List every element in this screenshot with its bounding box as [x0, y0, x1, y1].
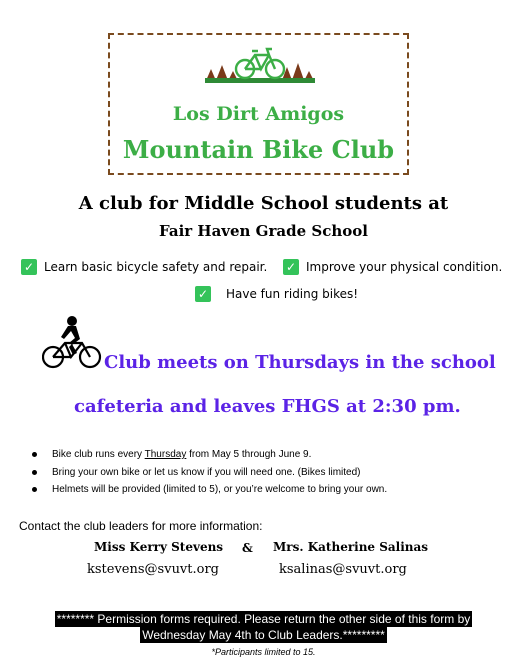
permission-notice-line2 — [0, 628, 527, 642]
list-item: Bring your own bike or let us know if you will need one. (Bikes limited) — [30, 464, 500, 482]
leader-email[interactable]: ksalinas@svuvt.org — [279, 562, 407, 577]
list-item: Helmets will be provided (limited to 5), or you’re welcome to bring your own. — [30, 481, 500, 499]
list-item — [30, 446, 500, 464]
meeting-line1: Club meets on Thursdays in the school — [104, 352, 496, 373]
club-name-line2: Mountain Bike Club — [122, 135, 395, 164]
checkmark-icon: ✓ — [21, 259, 37, 275]
detail-text: from May 5 through June 9. — [186, 449, 312, 460]
cyclist-icon — [42, 315, 102, 371]
club-name-line1: Los Dirt Amigos — [172, 103, 345, 125]
notice-text: ******** Permission forms required. Please return the other side of this form by — [56, 612, 471, 626]
permission-notice-line1 — [0, 612, 527, 626]
leader-email[interactable]: kstevens@svuvt.org — [87, 562, 219, 577]
detail-day: Thursday — [144, 449, 187, 460]
notice-text: Wednesday May 4th to Club Leaders.********* — [142, 628, 385, 642]
goal-text: Improve your physical condition. — [306, 260, 503, 274]
checkmark-icon: ✓ — [195, 286, 211, 302]
leader-name: Mrs. Katherine Salinas — [273, 540, 429, 554]
details-list — [30, 446, 500, 499]
goal-text: Learn basic bicycle safety and repair. — [44, 260, 268, 274]
goal-text: Have fun riding bikes! — [226, 287, 359, 301]
contact-intro: Contact the club leaders for more information: — [19, 519, 263, 533]
goal-item — [195, 286, 358, 302]
leader-separator: & — [242, 541, 253, 555]
goal-item — [283, 259, 502, 275]
leader-name: Miss Kerry Stevens — [94, 540, 224, 554]
audience-heading: A club for Middle School students at — [78, 193, 449, 214]
club-logo-box — [108, 33, 409, 175]
school-name: Fair Haven Grade School — [159, 222, 368, 240]
checkmark-icon: ✓ — [283, 259, 299, 275]
detail-text: Bike club runs every — [52, 449, 145, 460]
participant-limit-note: *Participants limited to 15. — [211, 647, 316, 657]
mountain-bike-icon — [205, 45, 315, 83]
meeting-line2: cafeteria and leaves FHGS at 2:30 pm. — [74, 396, 461, 417]
goal-item — [21, 259, 267, 275]
